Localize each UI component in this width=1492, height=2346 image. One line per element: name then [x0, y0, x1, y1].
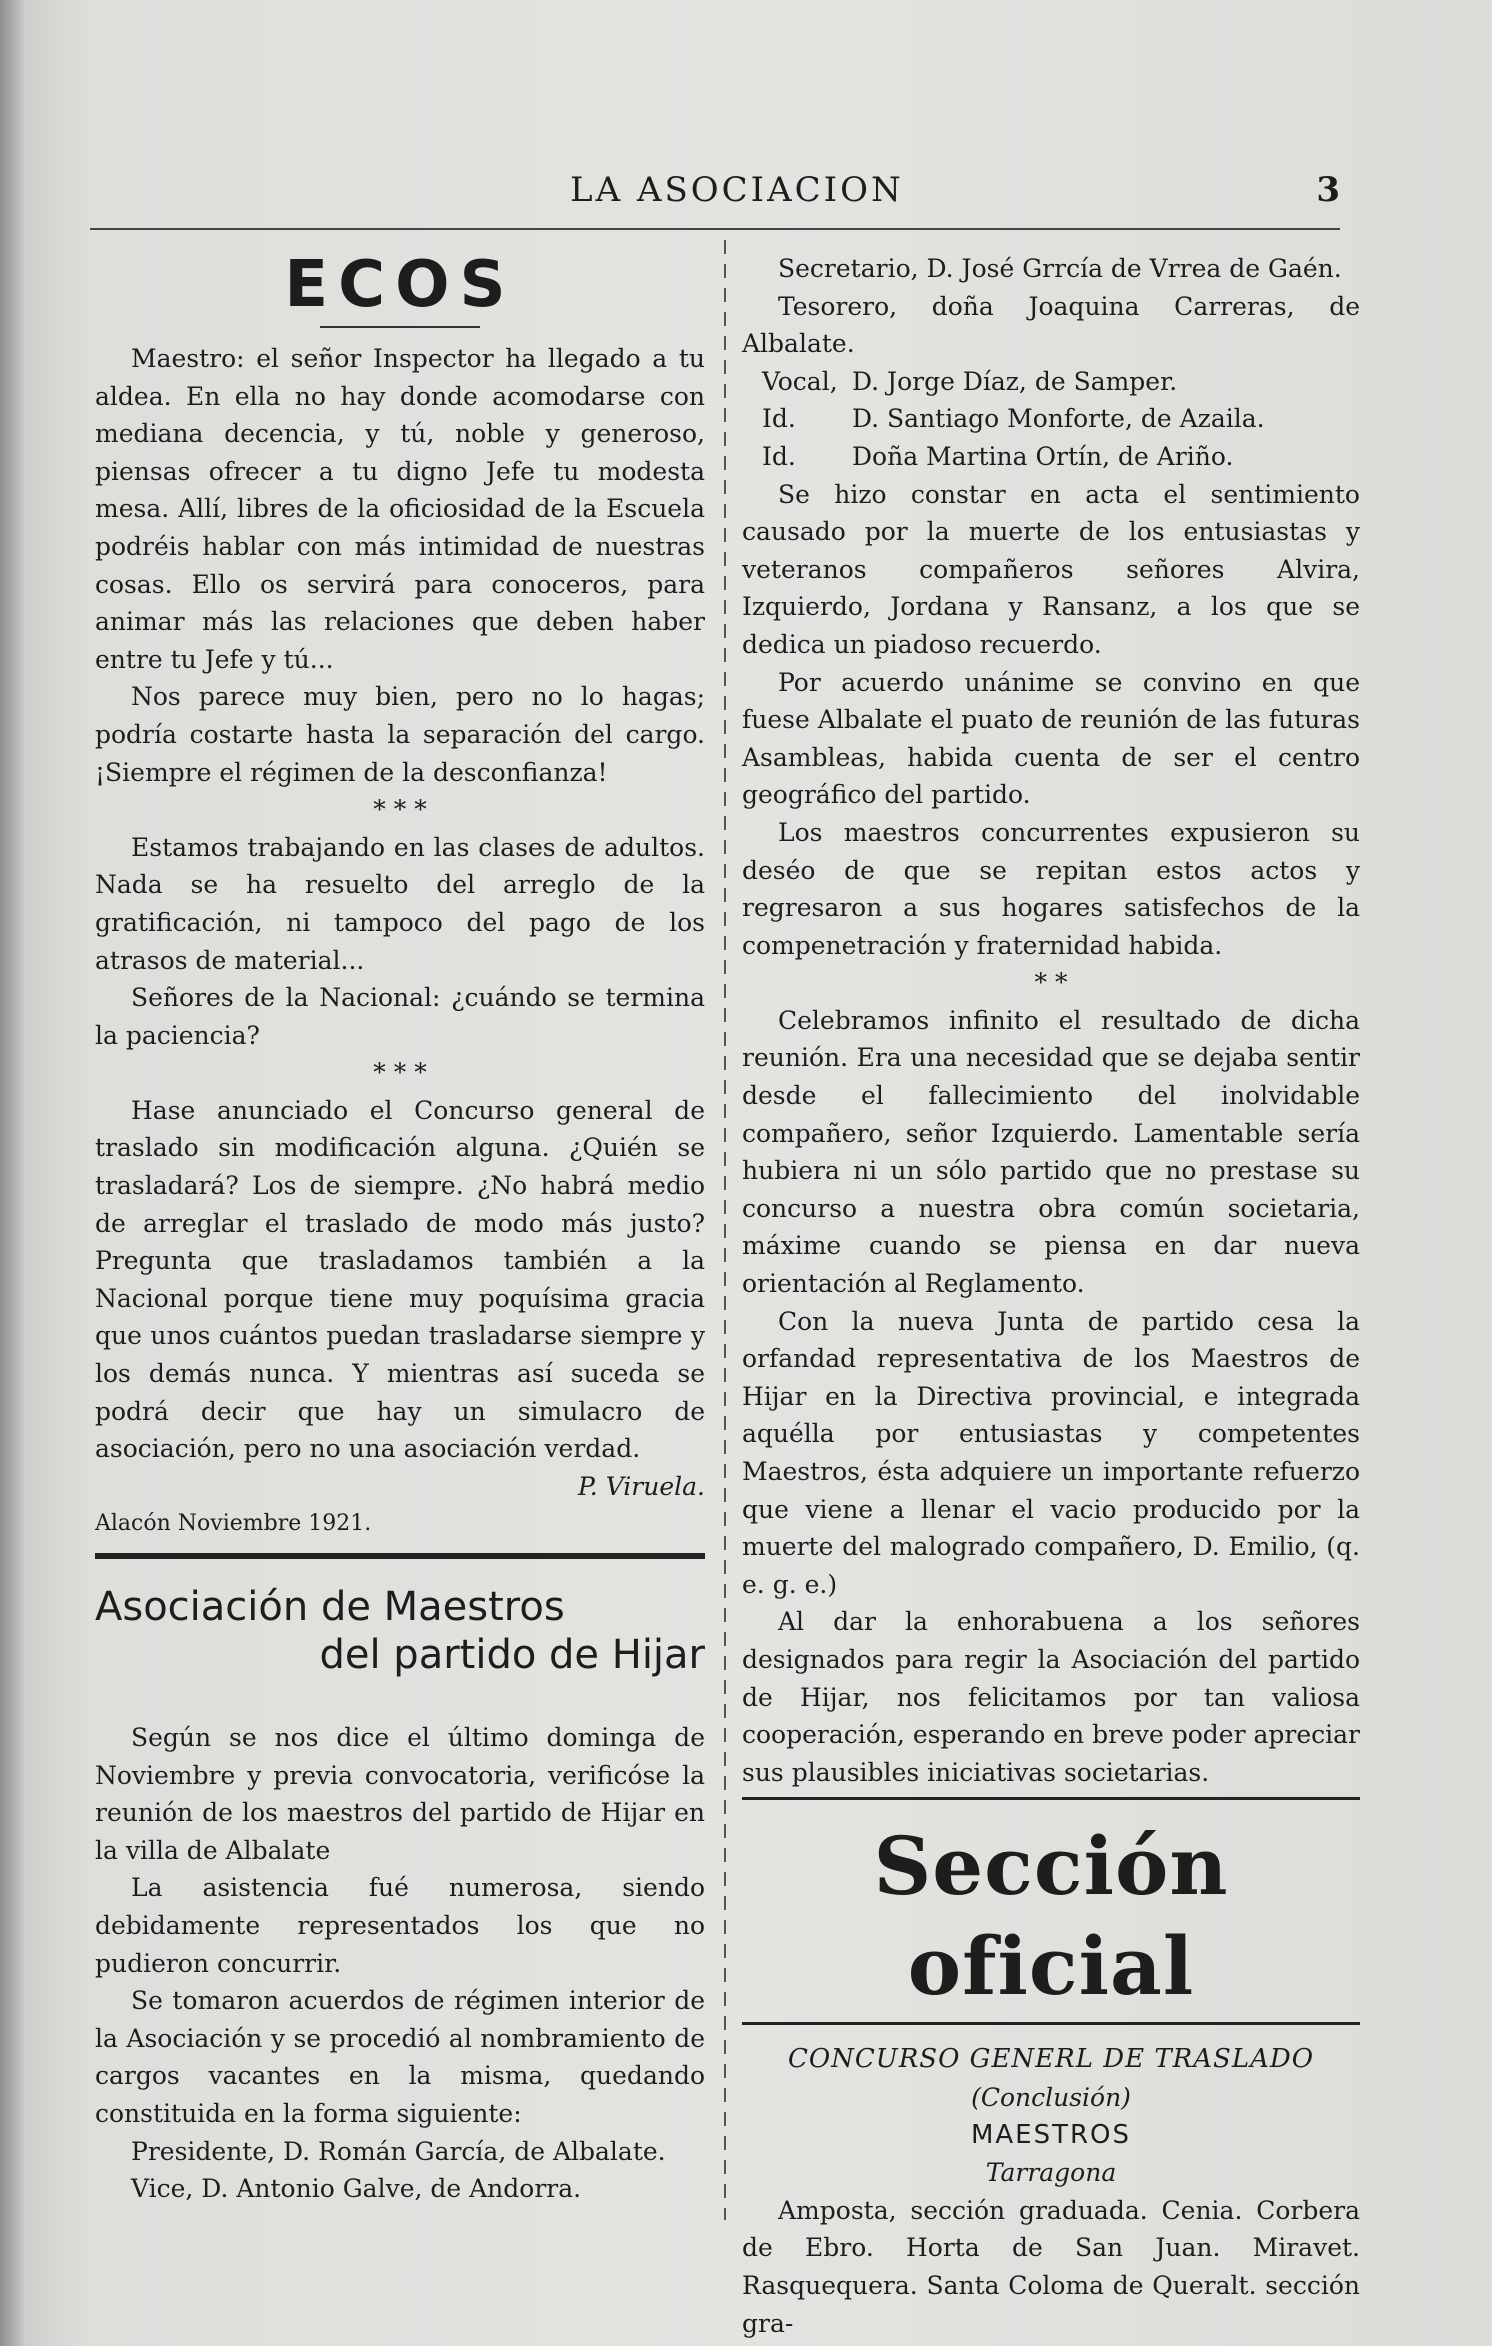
association-paragraph: Con la nueva Junta de partido cesa la orfandad representativa de los Maestros de Hijar en la Directiva provincial, e integrada aquélla por entusiastas y competentes Maestros, ésta adquiere un importante refuerzo que viene a llenar el vacio producido por la muerte del malogrado compañero, D. Emilio, (q. e. g. e.) [742, 1306, 1360, 1599]
ecos-dateline: Alacón Noviembre 1921. [95, 1511, 372, 1537]
ecos-paragraph: Señores de la Nacional: ¿cuándo se termina la paciencia? [95, 983, 705, 1050]
page-header [90, 170, 1340, 230]
association-paragraph: Celebramos infinito el resultado de dicha reunión. Era una necesidad que se dejaba sentir desde el fallecimiento del inolvidable compañero, señor Izquierdo. Lamentable sería hubiera ni un sólo partido que no prestase su concurso a nuestra obra común societaria, máxime cuando se piensa en dar nueva orientación al Reglamento. [742, 1005, 1360, 1299]
member-role: Id. [762, 404, 796, 434]
publication-title: LA ASOCIACION [570, 170, 904, 210]
member-role: Id. [762, 441, 796, 471]
column-divider [724, 240, 726, 2220]
page-number: 3 [1316, 170, 1340, 210]
ecos-paragraph: Estamos trabajando en las clases de adultos. Nada se ha resuelto del arreglo de la gratificación, ni tampoco del pago de los atrasos de material... [95, 832, 705, 975]
member-name: D. Jorge Díaz, de Samper. [852, 366, 1178, 396]
association-heading-line2: del partido de Hijar [319, 1632, 705, 1678]
association-paragraph: Por acuerdo unánime se convino en que fuese Albalate el puato de reunión de las futuras Asambleas, habida cuenta de ser el centro geográfico del partido. [742, 667, 1360, 810]
association-paragraph: Los maestros concurrentes expusieron su deséo de que se repitan estos actos y regresaron a sus hogares satisfechos de la compenetración y fraternidad habida. [742, 817, 1360, 960]
section-rule [95, 1553, 705, 1559]
association-paragraph: Se hizo constar en acta el sentimiento causado por la muerte de los entusiastas y veteranos compañeros señores Alvira, Izquierdo, Jordana y Ransanz, a los que se dedica un piadoso recuerdo. [742, 479, 1360, 659]
association-paragraph: Vice, D. Antonio Galve, de Andorra. [131, 2174, 582, 2204]
association-paragraph: Según se nos dice el último dominga de Noviembre y previa convocatoria, verificóse la reunión de los maestros del partido de Hijar en la villa de Albalate [95, 1723, 705, 1865]
category-label: MAESTROS [970, 2119, 1132, 2150]
header-rule [90, 228, 1340, 230]
ecos-heading: ECOS [284, 248, 516, 322]
ecos-paragraph: Maestro: el señor Inspector ha llegado a tu aldea. En ella no hay donde acomodarse con mediana decencia, y tú, noble y generoso, piensas ofrecer a tu digno Jefe tu modesta mesa. Allí, libres de la oficiosidad de la Escuela podréis hablar con más intimidad de nuestras cosas. Ello os servirá para conoceros, para animar más las relaciones que deben haber entre tu Jefe y tú... [95, 344, 705, 674]
seccion-text: Amposta, sección graduada. Cenia. Corbera de Ebro. Horta de San Juan. Miravet. Rasquequera. Santa Coloma de Queralt. sección gra- [742, 2195, 1360, 2338]
member-name: D. Santiago Monforte, de Azaila. [852, 404, 1265, 434]
association-heading [95, 1583, 705, 1679]
member-name: Doña Martina Ortín, de Ariño. [852, 441, 1234, 471]
section-rule [742, 1797, 1360, 1800]
member-row [742, 400, 1360, 438]
member-role: Vocal, [762, 366, 838, 396]
section-separator: * * * [373, 1058, 427, 1088]
association-heading-line1: Asociación de Maestros [95, 1584, 565, 1630]
association-paragraph: Tesorero, doña Joaquina Carreras, de Albalate. [742, 291, 1360, 359]
seccion-oficial-heading: Sección oficial [873, 1819, 1229, 2014]
ecos-paragraph: Hase anunciado el Concurso general de traslado sin modificación alguna. ¿Quién se trasladará? Los de siempre. ¿No habrá medio de arreglar el traslado de modo más justo? Pregunta que trasladamos también a la Nacional porque tiene muy poquísima gracia que unos cuántos puedan trasladarse siempre y los demás nunca. Y mientras así suceda se podrá decir que hay un simulacro de asociación, pero no una asociación verdad. [95, 1095, 705, 1464]
province-label: Tarragona [985, 2158, 1117, 2188]
member-row [742, 363, 1360, 401]
book-spine-shadow [0, 0, 24, 2346]
association-paragraph: Presidente, D. Román García, de Albalate. [131, 2136, 666, 2166]
ecos-rule [320, 326, 480, 328]
concurso-subheading: CONCURSO GENERL DE TRASLADO [787, 2044, 1315, 2075]
conclusion-note: (Conclusión) [971, 2082, 1131, 2112]
signature-line [95, 1468, 705, 1506]
ecos-paragraph: Nos parece muy bien, pero no lo hagas; podría costarte hasta la separación del cargo. ¡Siempre el régimen de la desconfianza! [95, 682, 705, 787]
association-paragraph: Secretario, D. José Grrcía de Vrrea de Gaén. [778, 254, 1342, 283]
member-row [742, 438, 1360, 476]
association-paragraph: Se tomaron acuerdos de régimen interior de la Asociación y se procedió al nombramiento de cargos vacantes en la misma, quedando constituida en la forma siguiente: [95, 1986, 705, 2128]
left-column [95, 250, 705, 2208]
association-paragraph: Al dar la enhorabuena a los señores designados para regir la Asociación del partido de Hijar, nos felicitamos por tan valiosa cooperación, esperando en breve poder apreciar sus plausibles iniciativas societarias. [742, 1607, 1360, 1787]
ecos-signature: P. Viruela. [578, 1471, 705, 1501]
right-column [742, 250, 1360, 2342]
section-rule [742, 2022, 1360, 2025]
association-paragraph: La asistencia fué numerosa, siendo debidamente representados los que no pudieron concurrir. [95, 1873, 705, 1978]
section-separator: * * * [373, 795, 427, 825]
section-separator: * * [1034, 968, 1068, 998]
